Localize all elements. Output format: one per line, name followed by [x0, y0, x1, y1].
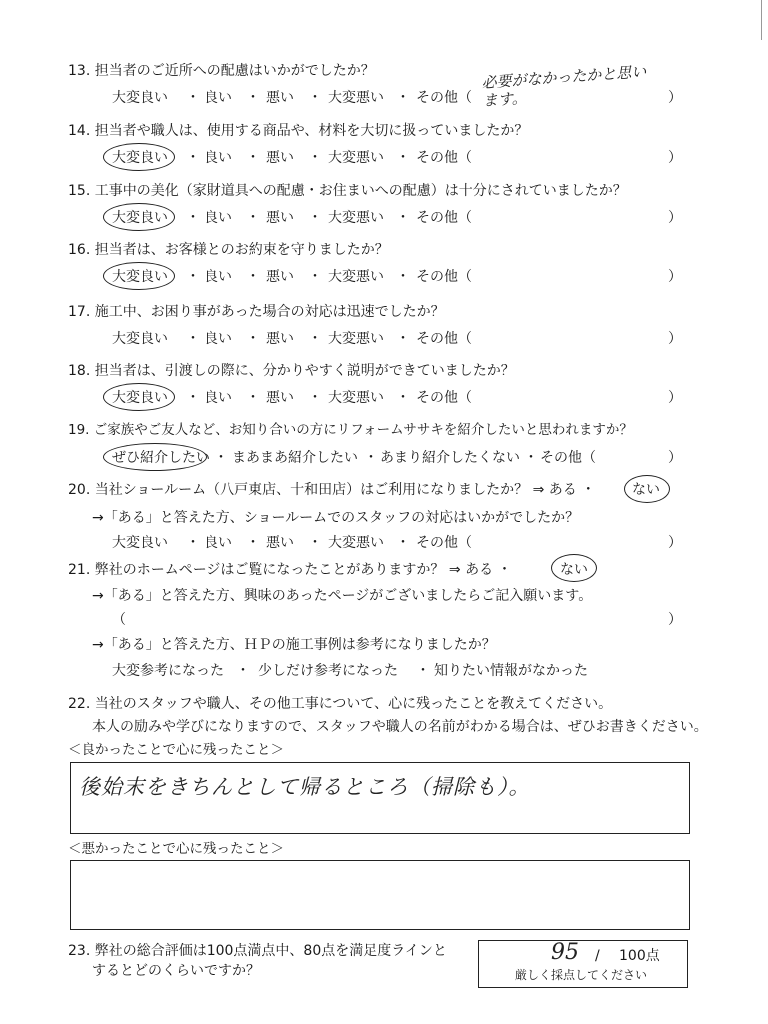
- handwritten-note: 必要がなかったかと思います。: [480, 62, 647, 110]
- option-not-recommend[interactable]: あまり紹介したくない: [380, 450, 520, 466]
- option-good[interactable]: 良い: [204, 269, 232, 285]
- question-22: 22. 当社のスタッフや職人、その他工事について、心に残ったことを教えてください。: [68, 696, 613, 712]
- option-bad[interactable]: 悪い: [266, 331, 294, 347]
- paren-close: ）: [668, 331, 682, 347]
- option-very-good[interactable]: 大変良い: [112, 535, 168, 551]
- question-13: 13. 担当者のご近所への配慮はいかがでしたか？: [68, 63, 375, 79]
- question-23-sub: するとどのくらいですか？: [92, 963, 260, 979]
- option-dot: ・: [396, 150, 410, 166]
- score-slash: /: [595, 948, 600, 964]
- paren-close: ）: [668, 150, 682, 166]
- option-very-bad[interactable]: 大変悪い: [328, 535, 384, 551]
- option-definitely-recommend[interactable]: ぜひ紹介したい: [112, 450, 210, 466]
- option-other[interactable]: その他（: [416, 390, 472, 406]
- option-dot: ・: [396, 390, 410, 406]
- paren-close: ）: [668, 390, 682, 406]
- option-very-good[interactable]: 大変良い: [112, 269, 168, 285]
- option-good[interactable]: 良い: [204, 210, 232, 226]
- option-dot: ・: [186, 150, 200, 166]
- paren-close: ）: [668, 90, 682, 106]
- option-very-good[interactable]: 大変良い: [112, 390, 168, 406]
- option-dot: ・: [236, 663, 250, 679]
- option-very-good[interactable]: 大変良い: [112, 331, 168, 347]
- question-22-sub: 本人の励みや学びになりますので、スタッフや職人の名前がわかる場合は、ぜひお書きください。: [92, 719, 708, 735]
- option-dot: ・: [246, 269, 260, 285]
- option-no[interactable]: ない: [560, 562, 588, 578]
- option-bad[interactable]: 悪い: [266, 210, 294, 226]
- option-dot: ・: [308, 535, 322, 551]
- bad-memory-box[interactable]: [70, 860, 690, 930]
- option-dot: ・: [308, 210, 322, 226]
- option-other[interactable]: その他（: [416, 269, 472, 285]
- option-very-good[interactable]: 大変良い: [112, 210, 168, 226]
- option-dot: ・: [186, 390, 200, 406]
- question-21-sub1: →「ある」と答えた方、興味のあったページがございましたらご記入願います。: [92, 588, 593, 604]
- option-dot: ・: [186, 90, 200, 106]
- paren-open: （: [112, 612, 126, 628]
- bad-memory-label: ＜悪かったことで心に残ったこと＞: [68, 841, 284, 857]
- score-value: 95: [551, 940, 579, 965]
- option-dot: ・: [308, 390, 322, 406]
- option-other[interactable]: その他（: [416, 210, 472, 226]
- option-dot: ・: [246, 331, 260, 347]
- option-good[interactable]: 良い: [204, 90, 232, 106]
- option-very-bad[interactable]: 大変悪い: [328, 150, 384, 166]
- question-20-sub: →「ある」と答えた方、ショールームでのスタッフの対応はいかがでしたか？: [92, 510, 580, 526]
- option-dot: ・: [396, 331, 410, 347]
- question-23: 23. 弊社の総合評価は100点満点中、80点を満足度ラインと: [68, 943, 447, 959]
- question-16: 16. 担当者は、お客様とのお約束を守りましたか？: [68, 242, 389, 258]
- option-dot: ・: [308, 90, 322, 106]
- option-no[interactable]: ない: [632, 482, 660, 498]
- option-other[interactable]: その他（: [416, 331, 472, 347]
- question-18: 18. 担当者は、引渡しの際に、分かりやすく説明ができていましたか？: [68, 363, 515, 379]
- option-dot: ・: [396, 535, 410, 551]
- option-dot: ・: [308, 331, 322, 347]
- option-other[interactable]: その他（: [540, 450, 596, 466]
- good-memory-box[interactable]: [70, 762, 690, 834]
- option-dot: ・: [246, 535, 260, 551]
- option-bad[interactable]: 悪い: [266, 150, 294, 166]
- option-dot: ・: [308, 269, 322, 285]
- option-dot: ・: [186, 331, 200, 347]
- paren-close: ）: [668, 612, 682, 628]
- option-very-bad[interactable]: 大変悪い: [328, 210, 384, 226]
- option-bad[interactable]: 悪い: [266, 390, 294, 406]
- option-very-bad[interactable]: 大変悪い: [328, 269, 384, 285]
- option-bad[interactable]: 悪い: [266, 90, 294, 106]
- paren-close: ）: [668, 269, 682, 285]
- option-bad[interactable]: 悪い: [266, 269, 294, 285]
- paren-close: ）: [668, 450, 682, 466]
- option-good[interactable]: 良い: [204, 150, 232, 166]
- question-20: 20. 当社ショールーム（八戸東店、十和田店）はご利用になりましたか？ ⇒ ある ・: [68, 482, 596, 498]
- option-good[interactable]: 良い: [204, 535, 232, 551]
- good-memory-label: ＜良かったことで心に残ったこと＞: [68, 742, 284, 758]
- option-other[interactable]: その他（: [416, 150, 472, 166]
- option-very-bad[interactable]: 大変悪い: [328, 90, 384, 106]
- option-dot: ・: [416, 663, 430, 679]
- option-other[interactable]: その他（: [416, 535, 472, 551]
- score-box[interactable]: [478, 940, 688, 988]
- question-15: 15. 工事中の美化（家財道具への配慮・お住まいへの配慮）は十分にされていましたか？: [68, 183, 627, 199]
- option-very-good[interactable]: 大変良い: [112, 90, 168, 106]
- question-21-sub2: →「ある」と答えた方、ＨＰの施工事例は参考になりましたか？: [92, 637, 496, 653]
- option-dot: ・: [364, 450, 378, 466]
- good-memory-answer: 後始末をきちんとして帰るところ（掃除も）。: [79, 775, 531, 799]
- option-dot: ・: [524, 450, 538, 466]
- option-bad[interactable]: 悪い: [266, 535, 294, 551]
- option-very-helpful[interactable]: 大変参考になった: [112, 663, 224, 679]
- option-other[interactable]: その他（: [416, 90, 472, 106]
- question-17: 17. 施工中、お困り事があった場合の対応は迅速でしたか？: [68, 304, 445, 320]
- option-no-info[interactable]: 知りたい情報がなかった: [434, 663, 588, 679]
- option-very-bad[interactable]: 大変悪い: [328, 331, 384, 347]
- option-good[interactable]: 良い: [204, 390, 232, 406]
- option-dot: ・: [396, 269, 410, 285]
- question-14: 14. 担当者や職人は、使用する商品や、材料を大切に扱っていましたか？: [68, 123, 529, 139]
- question-19: 19. ご家族やご友人など、お知り合いの方にリフォームササキを紹介したいと思われますか？: [68, 422, 633, 438]
- option-dot: ・: [308, 150, 322, 166]
- paren-close: ）: [668, 210, 682, 226]
- option-dot: ・: [396, 90, 410, 106]
- question-21: 21. 弊社のホームページはご覧になったことがありますか？ ⇒ ある ・: [68, 562, 512, 578]
- score-max: 100点: [619, 948, 660, 964]
- option-dot: ・: [246, 150, 260, 166]
- option-very-good[interactable]: 大変良い: [112, 150, 168, 166]
- option-dot: ・: [214, 450, 228, 466]
- option-dot: ・: [246, 90, 260, 106]
- paren-close: ）: [668, 535, 682, 551]
- option-dot: ・: [396, 210, 410, 226]
- option-very-bad[interactable]: 大変悪い: [328, 390, 384, 406]
- option-dot: ・: [246, 210, 260, 226]
- option-dot: ・: [186, 535, 200, 551]
- score-note: 厳しく採点してください: [515, 968, 648, 982]
- option-good[interactable]: 良い: [204, 331, 232, 347]
- edge-line: [761, 0, 762, 40]
- option-dot: ・: [186, 210, 200, 226]
- option-slightly-helpful[interactable]: 少しだけ参考になった: [258, 663, 398, 679]
- option-somewhat-recommend[interactable]: まあまあ紹介したい: [232, 450, 358, 466]
- option-dot: ・: [246, 390, 260, 406]
- option-dot: ・: [186, 269, 200, 285]
